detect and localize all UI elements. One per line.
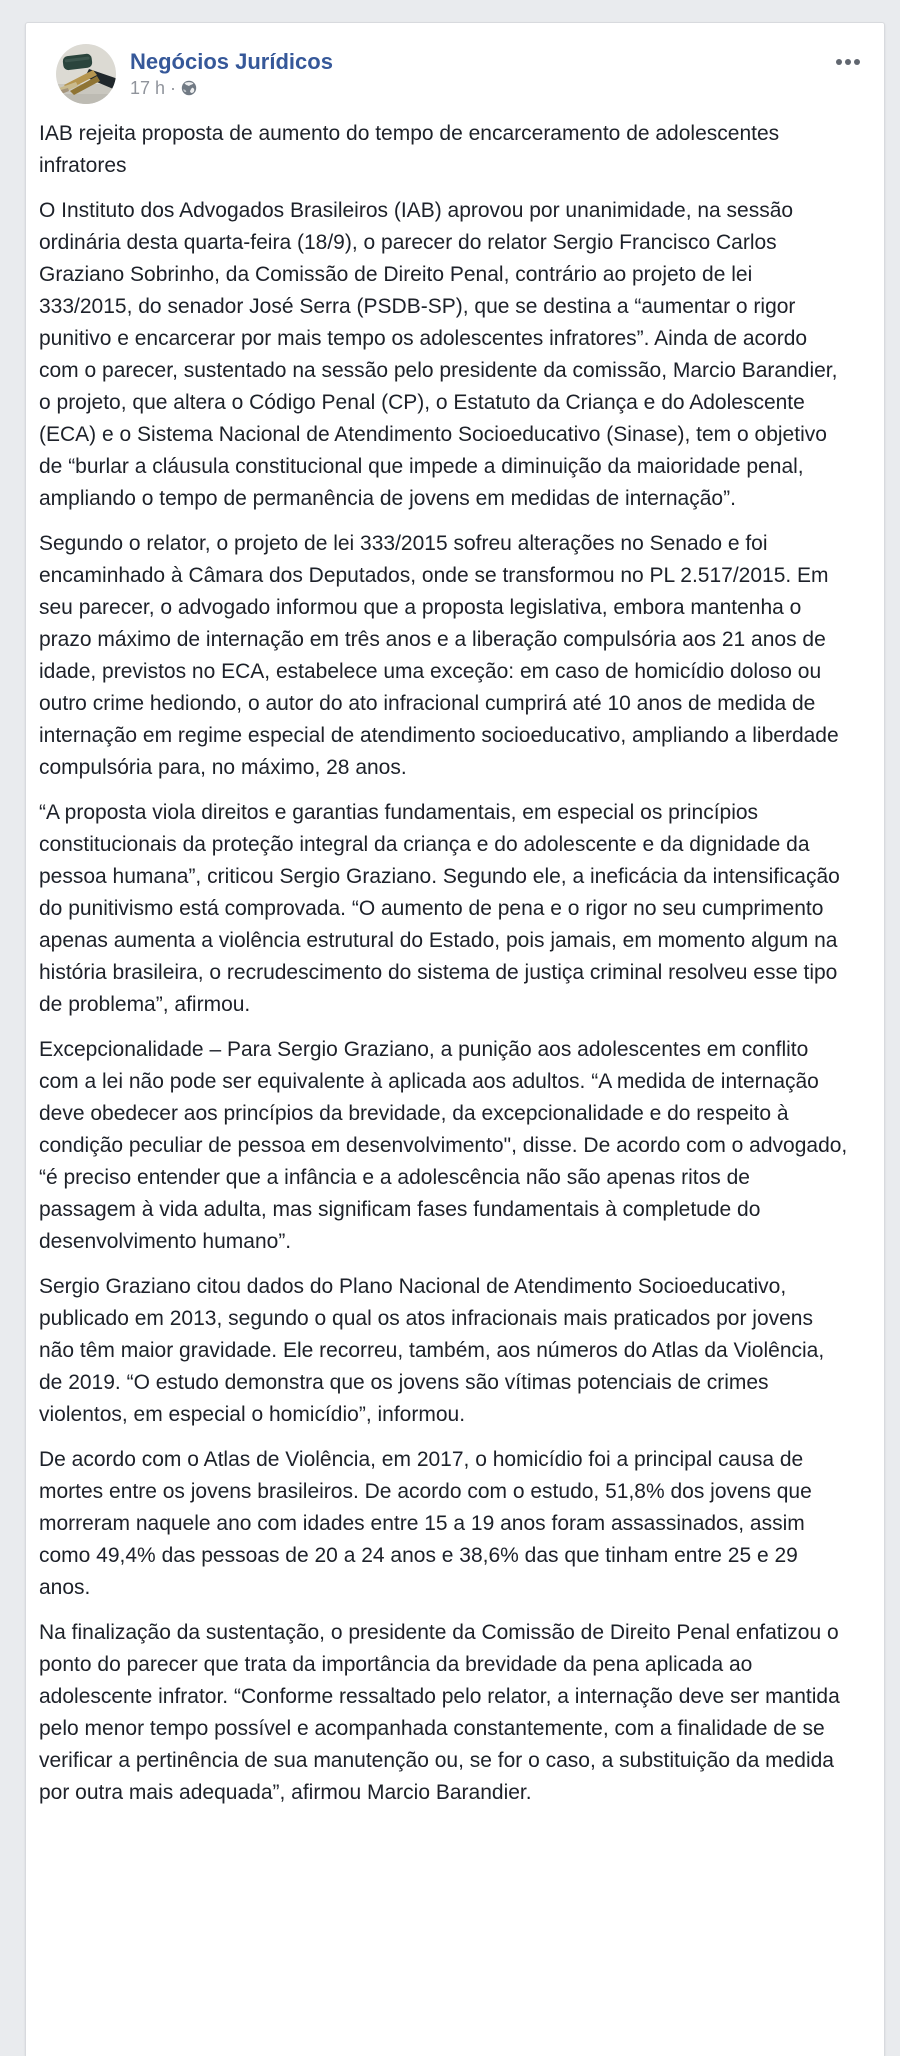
meta-separator: · [170,78,177,99]
fountain-pens-photo [56,44,116,104]
globe-icon [181,80,197,96]
post-text [26,114,884,1848]
post-header-text [130,44,333,97]
facebook-post-card [25,22,885,2056]
author-link[interactable]: Negócios Jurídicos [130,49,333,74]
post-paragraph: “A proposta viola direitos e garantias fundamentais, em especial os princípios constitucionais da proteção integral da criança e do adolescente e da dignidade da pessoa humana”, criticou Sergio Graziano. Segundo ele, a ineficácia da intensificação do punitivismo está comprovada. “O aumento de pena e o rigor no seu cumprimento apenas aumenta a violência estrutural do Estado, pois jamais, em momento algum na história brasileira, o recrudescimento do sistema de justiça criminal resolveu esse tipo de problema”, afirmou. [39,801,840,1016]
ellipsis-icon [854,59,860,65]
ellipsis-icon [845,59,851,65]
post-header [26,23,884,114]
post-paragraph: Na finalização da sustentação, o presidente da Comissão de Direito Penal enfatizou o ponto do parecer que trata da importância da brevidade da pena aplicada ao adolescente infrator. “Conforme ressaltado pelo relator, a internação deve ser mantida pelo menor tempo possível e acompanhada constantemente, com a finalidade de se verificar a pertinência de sua manutenção ou, se for o caso, a substituição da medida por outra mais adequada”, afirmou Marcio Barandier. [39,1621,840,1804]
post-paragraph: Excepcionalidade – Para Sergio Graziano, a punição aos adolescentes em conflito com a lei não pode ser equivalente à aplicada aos adultos. “A medida de internação deve obedecer aos princípios da brevidade, da excepcionalidade e do respeito à condição peculiar de pessoa em desenvolvimento", disse. De acordo com o advogado, “é preciso entender que a infância e a adolescência não são apenas ritos de passagem à vida adulta, mas significam fases fundamentais à completude do desenvolvimento humano”. [39,1038,848,1253]
post-paragraph: Sergio Graziano citou dados do Plano Nacional de Atendimento Socioeducativo, publicado em 2013, segundo o qual os atos infracionais mais praticados por jovens não têm maior gravidade. Ele recorreu, também, aos números do Atlas da Violência, de 2019. “O estudo demonstra que os jovens são vítimas potenciais de crimes violentos, em especial o homicídio”, informou. [39,1275,825,1426]
post-paragraph: Segundo o relator, o projeto de lei 333/2015 sofreu alterações no Senado e foi encaminhado à Câmara dos Deputados, onde se transformou no PL 2.517/2015. Em seu parecer, o advogado informou que a proposta legislativa, embora mantenha o prazo máximo de internação em três anos e a liberação compulsória aos 21 anos de idade, previstos no ECA, estabelece uma exceção: em caso de homicídio doloso ou outro crime hediondo, o autor do ato infracional cumprirá até 10 anos de medida de internação em regime especial de atendimento socioeducativo, ampliando a liberdade compulsória para, no máximo, 28 anos. [39,532,839,779]
timestamp[interactable]: 17 h [130,78,166,99]
post-meta [130,79,333,97]
avatar[interactable] [56,44,116,104]
ellipsis-icon [836,59,842,65]
post-paragraph: IAB rejeita proposta de aumento do tempo de encarceramento de adolescentes infratores [39,122,780,177]
more-options-button[interactable] [834,53,862,71]
post-paragraph: O Instituto dos Advogados Brasileiros (IAB) aprovou por unanimidade, na sessão ordinária desta quarta-feira (18/9), o parecer do relator Sergio Francisco Carlos Graziano Sobrinho, da Comissão de Direito Penal, contrário ao projeto de lei 333/2015, do senador José Serra (PSDB-SP), que se destina a “aumentar o rigor punitivo e encarcerar por mais tempo os adolescentes infratores”. Ainda de acordo com o parecer, sustentado na sessão pelo presidente da comissão, Marcio Barandier, o projeto, que altera o Código Penal (CP), o Estatuto da Criança e do Adolescente (ECA) e o Sistema Nacional de Atendimento Socioeducativo (Sinase), tem o objetivo de “burlar a cláusula constitucional que impede a diminuição da maioridade penal, ampliando o tempo de permanência de jovens em medidas de internação”. [39,199,838,510]
post-paragraph: De acordo com o Atlas de Violência, em 2017, o homicídio foi a principal causa de mortes entre os jovens brasileiros. De acordo com o estudo, 51,8% dos jovens que morreram naquele ano com idades entre 15 a 19 anos foram assassinados, assim como 49,4% das pessoas de 20 a 24 anos e 38,6% das que tinham entre 25 e 29 anos. [39,1448,812,1599]
